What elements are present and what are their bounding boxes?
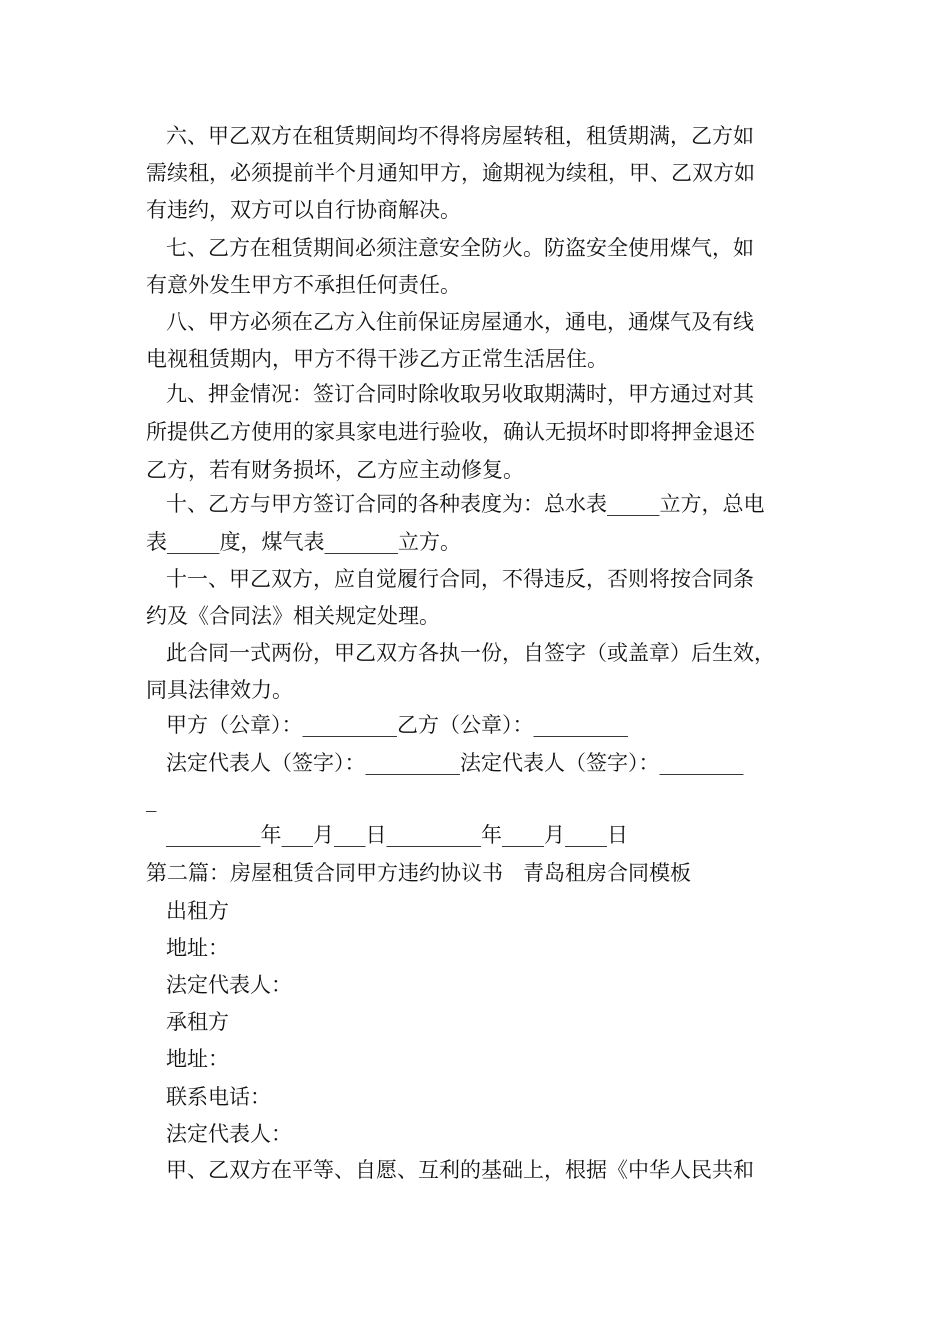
clause-8-line-2: 电视租赁期内，甲方不得干涉乙方正常生活居住。 xyxy=(146,347,608,371)
copies-line-1: 此合同一式两份，甲乙双方各执一份，自签字（或盖章）后生效， xyxy=(166,641,775,665)
lessor-representative-label: 法定代表人： xyxy=(166,973,292,997)
clause-9-line-2: 所提供乙方使用的家具家电进行验收，确认无损坏时即将押金退还 xyxy=(146,420,755,444)
lessee-label: 承租方 xyxy=(166,1010,229,1034)
lessee-phone-label: 联系电话： xyxy=(166,1085,271,1109)
representative-signature-line: 法定代表人（签字）：_________法定代表人（签字）：________ xyxy=(166,751,744,775)
clause-6-line-1: 六、甲乙双方在租赁期间均不得将房屋转租，租赁期满，乙方如 xyxy=(166,124,754,148)
clause-6-line-2: 需续租，必须提前半个月通知甲方，逾期视为续租，甲、乙双方如 xyxy=(146,161,755,185)
section-heading: 第二篇：房屋租赁合同甲方违约协议书 青岛租房合同模板 xyxy=(146,861,692,885)
clause-7-line-1: 七、乙方在租赁期间必须注意安全防火。防盗安全使用煤气，如 xyxy=(166,236,754,260)
preamble-line-1: 甲、乙双方在平等、自愿、互利的基础上，根据《中华人民共和 xyxy=(166,1158,754,1182)
clause-11-line-2: 约及《合同法》相关规定处理。 xyxy=(146,604,440,628)
lessee-representative-label: 法定代表人： xyxy=(166,1122,292,1146)
date-line: _________年___月___日_________年____月____日 xyxy=(166,823,628,847)
clause-8-line-1: 八、甲方必须在乙方入住前保证房屋通水，通电，通煤气及有线 xyxy=(166,310,754,334)
clause-11-line-1: 十一、甲乙双方，应自觉履行合同，不得违反，否则将按合同条 xyxy=(166,567,754,591)
lessor-label: 出租方 xyxy=(166,899,229,923)
lessee-address-label: 地址： xyxy=(166,1047,229,1071)
clause-7-line-2: 有意外发生甲方不承担任何责任。 xyxy=(146,273,461,297)
lessor-address-label: 地址： xyxy=(166,936,229,960)
clause-10-line-2: 表_____度，煤气表_______立方。 xyxy=(146,530,461,554)
clause-9-line-3: 乙方，若有财务损坏，乙方应主动修复。 xyxy=(146,458,524,482)
copies-line-2: 同具法律效力。 xyxy=(146,678,293,702)
clause-6-line-3: 有违约，双方可以自行协商解决。 xyxy=(146,198,461,222)
signature-line-overflow: _ xyxy=(146,788,157,812)
seal-line: 甲方（公章）：_________乙方（公章）：_________ xyxy=(166,713,628,737)
clause-9-line-1: 九、押金情况：签订合同时除收取另收取期满时，甲方通过对其 xyxy=(166,382,754,406)
clause-10-line-1: 十、乙方与甲方签订合同的各种表度为：总水表_____立方，总电 xyxy=(166,492,765,516)
